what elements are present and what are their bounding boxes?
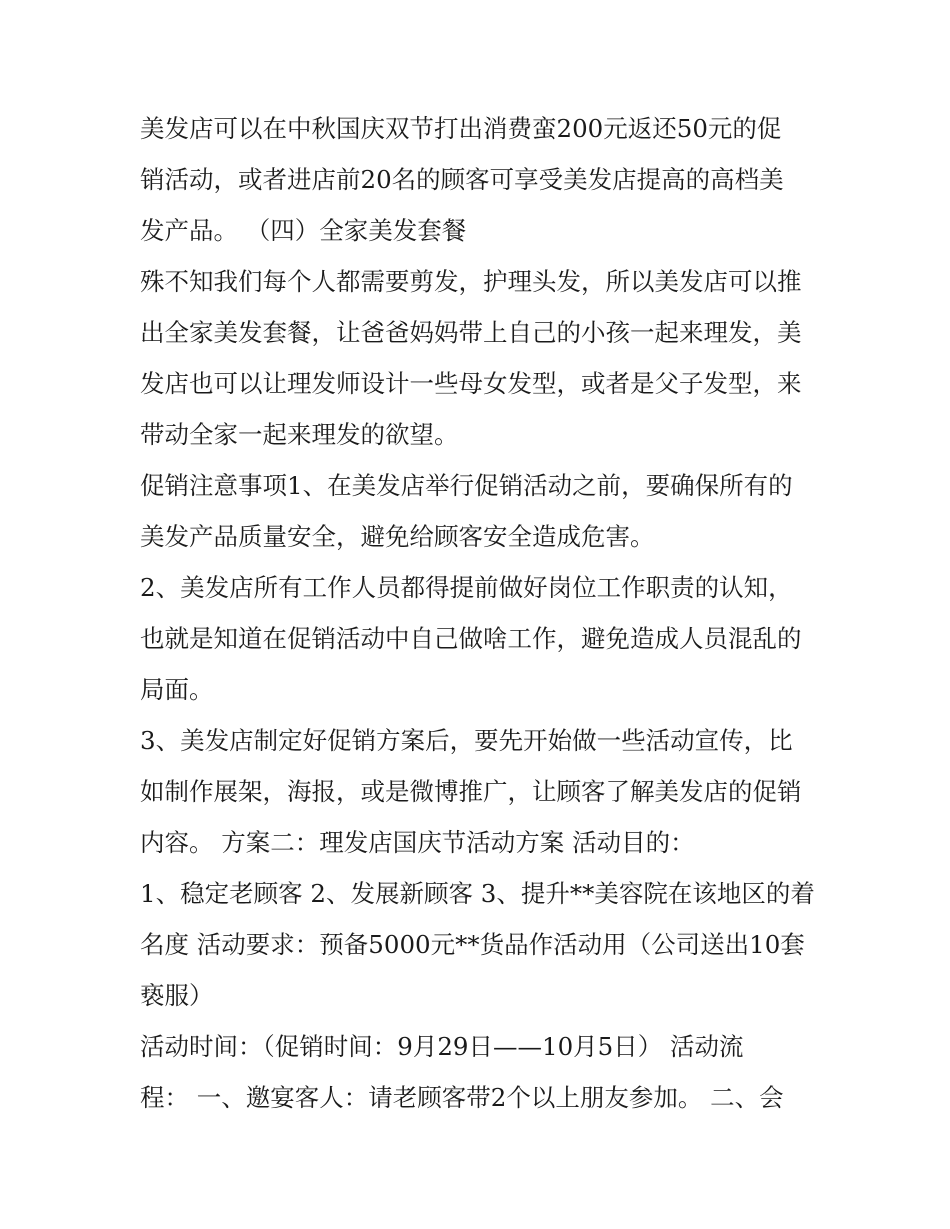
text-line: 美发店可以在中秋国庆双节打出消费蛮200元返还50元的促 — [140, 114, 782, 143]
text-line: 活动时间：（促销时间：9月29日——10月5日） 活动流 — [140, 1032, 744, 1061]
text-line: 1、稳定老顾客 2、发展新顾客 3、提升**美容院在该地区的着 — [140, 879, 815, 908]
text-line: 程： 一、邀宴客人：请老顾客带2个以上朋友参加。 二、会 — [140, 1083, 784, 1112]
text-line: 名度 活动要求：预备5000元**货品作活动用（公司送出10套 — [140, 930, 805, 959]
text-line: 2、美发店所有工作人员都得提前做好岗位工作职责的认知， — [140, 573, 793, 602]
text-line: 殊不知我们每个人都需要剪发，护理头发，所以美发店可以推 — [140, 267, 802, 296]
text-line: 发店也可以让理发师设计一些母女发型，或者是父子发型，来 — [140, 369, 802, 398]
text-line: 发产品。 （四）全家美发套餐 — [140, 216, 467, 245]
text-line: 内容。 方案二：理发店国庆节活动方案 活动目的： — [140, 828, 695, 857]
text-line: 如制作展架，海报，或是微博推广，让顾客了解美发店的促销 — [140, 777, 802, 806]
text-line: 带动全家一起来理发的欲望。 — [140, 420, 459, 449]
text-line: 促销注意事项1、在美发店举行促销活动之前，要确保所有的 — [140, 471, 793, 500]
text-line: 亵服） — [140, 981, 214, 1010]
text-line: 局面。 — [140, 675, 214, 704]
text-line: 出全家美发套餐，让爸爸妈妈带上自己的小孩一起来理发，美 — [140, 318, 802, 347]
text-line: 也就是知道在促销活动中自己做啥工作，避免造成人员混乱的 — [140, 624, 802, 653]
text-line: 销活动，或者进店前20名的顾客可享受美发店提高的高档美 — [140, 165, 784, 194]
text-line: 美发产品质量安全，避免给顾客安全造成危害。 — [140, 522, 655, 551]
text-line: 3、美发店制定好促销方案后，要先开始做一些活动宣传，比 — [140, 726, 793, 755]
